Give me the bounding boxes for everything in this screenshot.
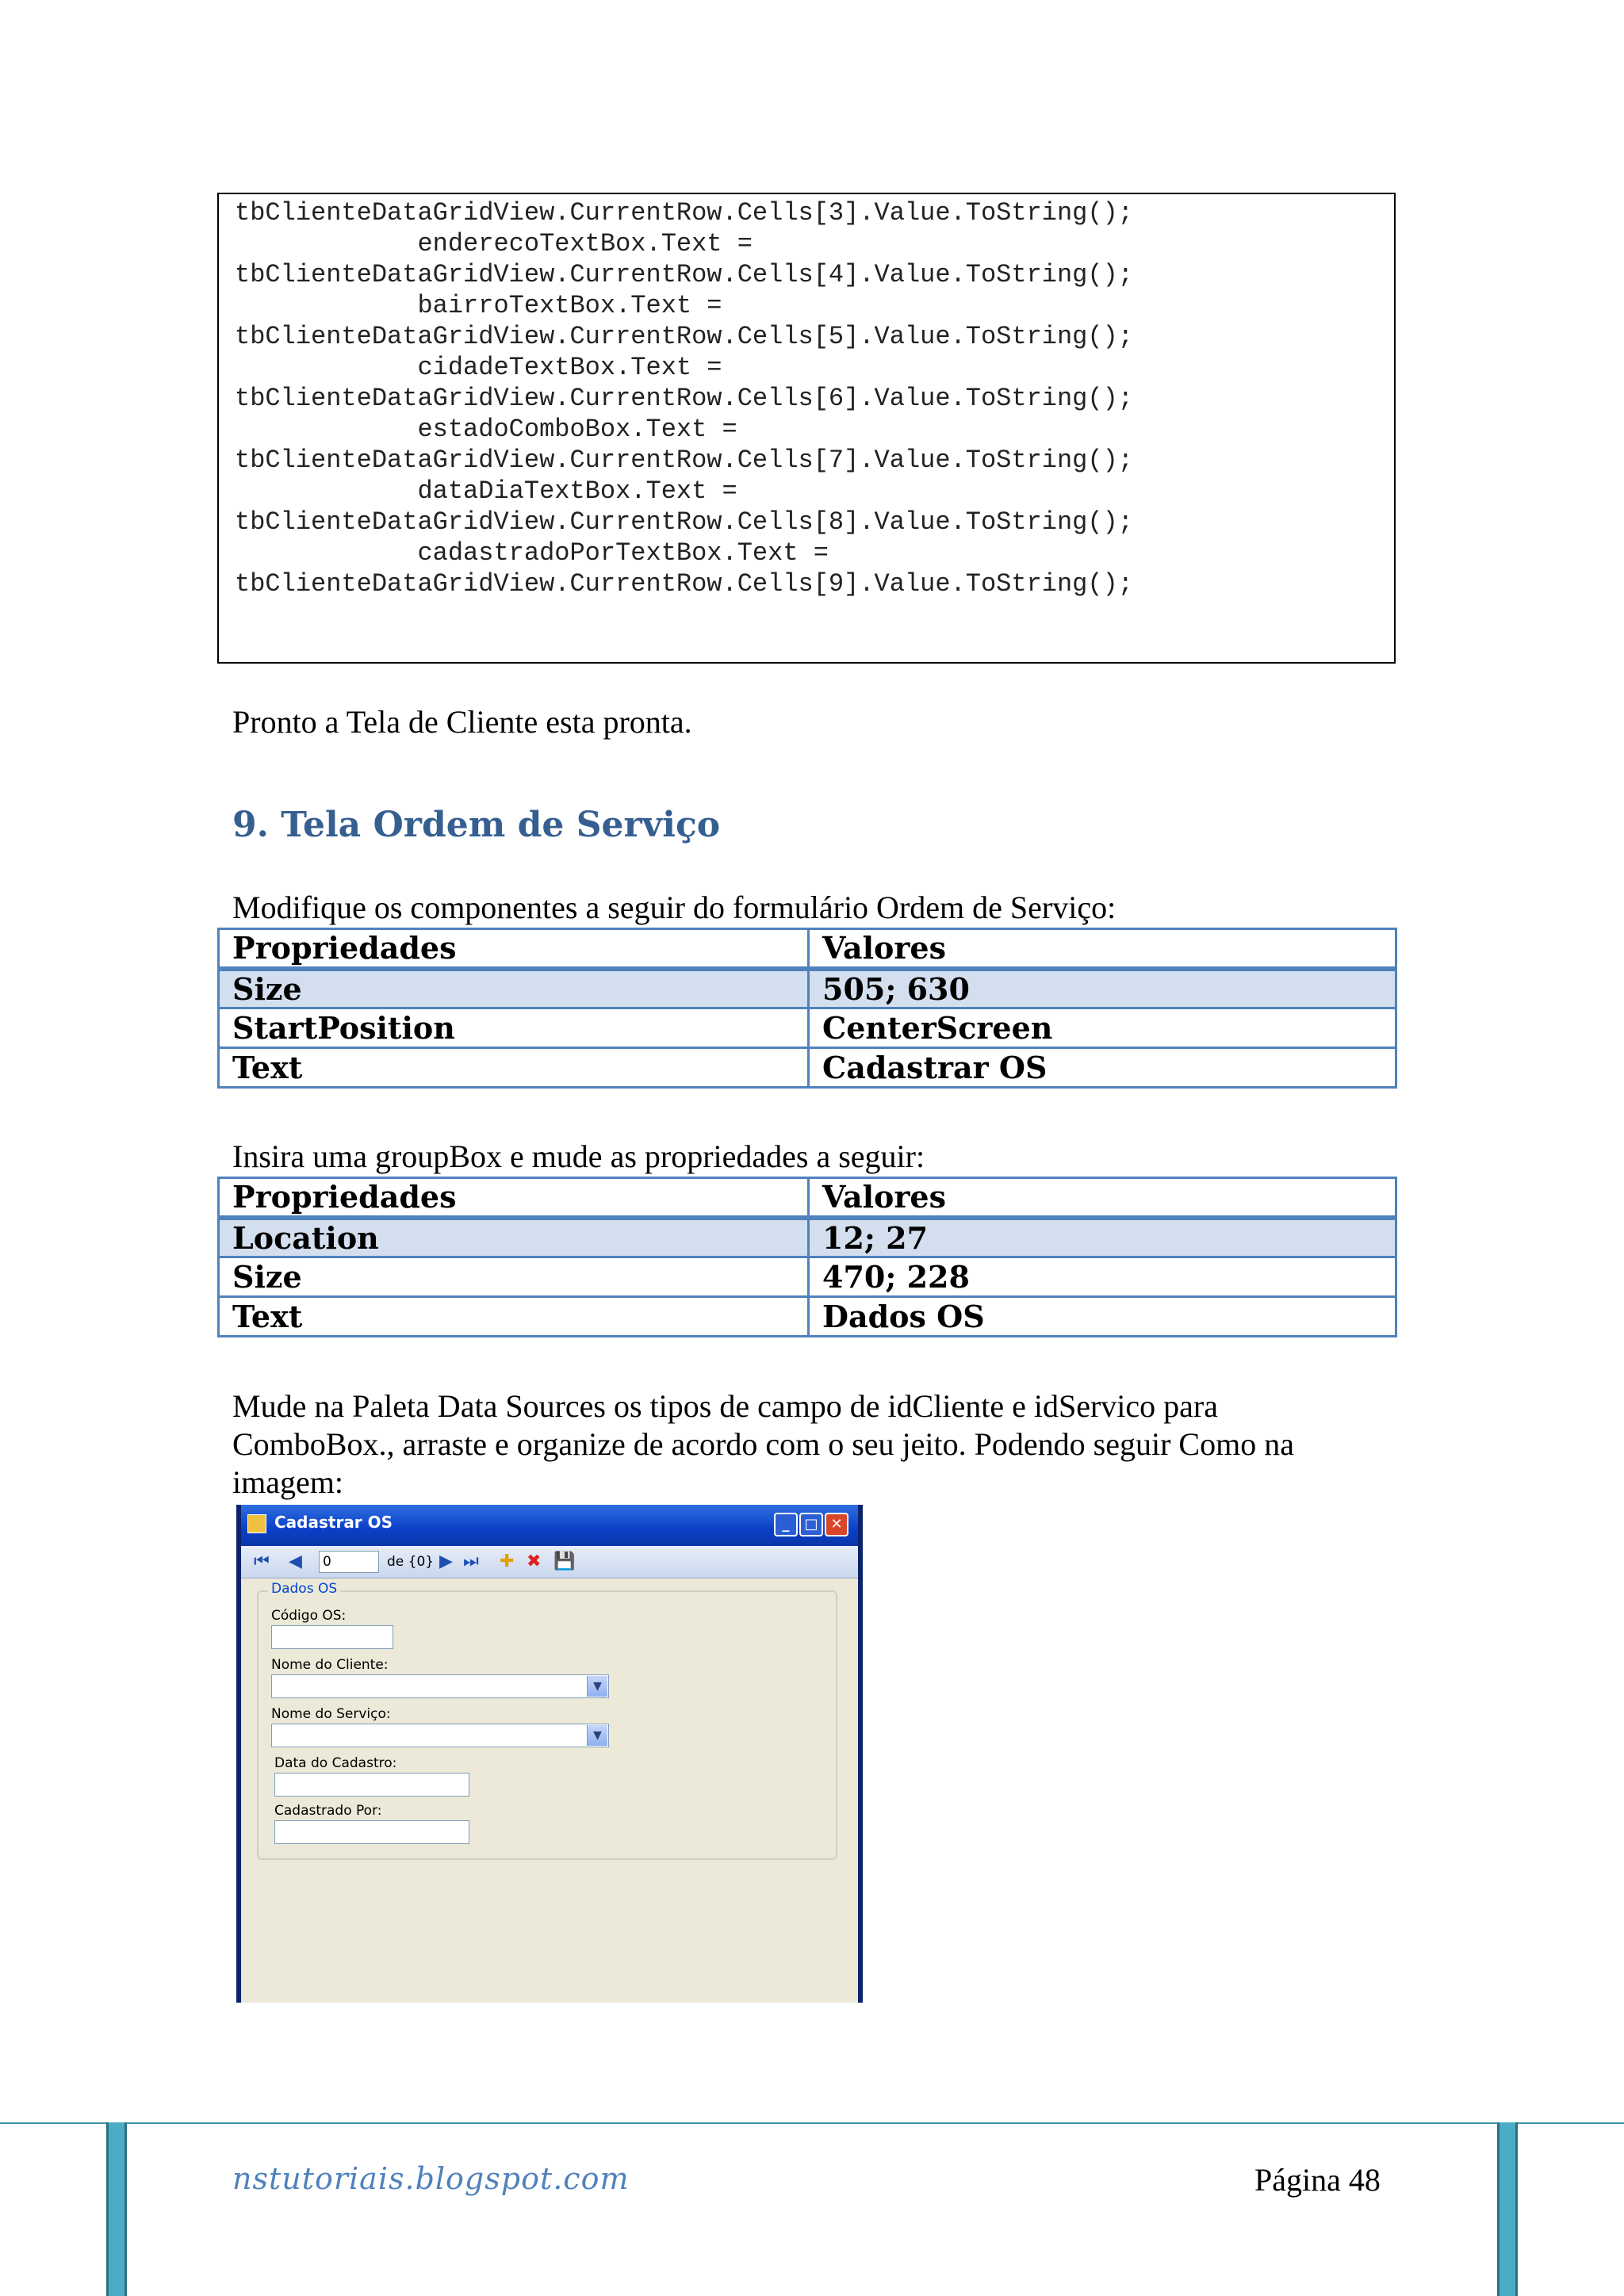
table-cell: 470; 228 (809, 1257, 1396, 1297)
minimize-icon[interactable]: _ (774, 1513, 798, 1536)
app-icon (247, 1514, 266, 1533)
chevron-down-icon[interactable]: ▼ (587, 1725, 607, 1746)
table-row (219, 1218, 1396, 1257)
section-heading: 9. Tela Ordem de Serviço (232, 805, 721, 845)
table-cell: Size (219, 1257, 809, 1297)
code-line: tbClienteDataGridView.CurrentRow.Cells[8].Value.ToString(); (235, 507, 1133, 537)
table-cell: StartPosition (219, 1008, 809, 1048)
footer-url: nstutoriais.blogspot.com (232, 2161, 630, 2196)
save-icon[interactable]: 💾 (553, 1552, 576, 1571)
code-line: tbClienteDataGridView.CurrentRow.Cells[3].Value.ToString(); (235, 198, 1133, 228)
footer-bar-right (1497, 2122, 1518, 2296)
groupbox-label: Dados OS (268, 1581, 340, 1597)
code-line: tbClienteDataGridView.CurrentRow.Cells[5].Value.ToString(); (235, 322, 1133, 351)
data-cadastro-field[interactable] (274, 1773, 469, 1797)
servico-label: Nome do Serviço: (271, 1706, 391, 1722)
codigo-label: Código OS: (271, 1608, 347, 1624)
data-label: Data do Cadastro: (274, 1755, 397, 1771)
servico-combobox[interactable] (271, 1724, 609, 1747)
code-line: dataDiaTextBox.Text = (235, 476, 737, 506)
code-line: estadoComboBox.Text = (235, 415, 737, 444)
footer-bar-left (106, 2122, 127, 2296)
move-first-icon[interactable]: ⏮ (254, 1552, 270, 1571)
move-last-icon[interactable]: ⏭ (463, 1552, 479, 1571)
window-titlebar (241, 1505, 858, 1546)
cliente-label: Nome do Cliente: (271, 1657, 389, 1673)
form-screenshot (236, 1505, 863, 2003)
footer-divider (0, 2122, 1624, 2124)
maximize-icon[interactable]: □ (799, 1513, 823, 1536)
intro-groupbox-paragraph: Insira uma groupBox e mude as propriedades a seguir: (232, 1138, 925, 1174)
cliente-combobox[interactable] (271, 1674, 609, 1698)
count-label: de {0} (387, 1554, 435, 1570)
binding-navigator (241, 1546, 858, 1578)
code-line: bairroTextBox.Text = (235, 291, 722, 320)
close-icon[interactable]: ✕ (825, 1513, 848, 1536)
chevron-down-icon[interactable]: ▼ (587, 1676, 607, 1697)
table-row (219, 1048, 1396, 1088)
table-cell: CenterScreen (809, 1008, 1396, 1048)
table-row (219, 1008, 1396, 1048)
codigo-os-field[interactable] (271, 1625, 393, 1649)
move-previous-icon[interactable]: ◀ (289, 1552, 302, 1571)
pronto-paragraph: Pronto a Tela de Cliente esta pronta. (232, 704, 692, 740)
datasources-paragraph-line: imagem: (232, 1464, 343, 1500)
code-line: tbClienteDataGridView.CurrentRow.Cells[7].Value.ToString(); (235, 446, 1133, 475)
table-row (219, 1297, 1396, 1337)
table-header-cell: Valores (809, 1178, 1396, 1218)
table-cell: 505; 630 (809, 969, 1396, 1008)
table-row (219, 1257, 1396, 1297)
code-line: cidadeTextBox.Text = (235, 353, 722, 382)
cadastrado-label: Cadastrado Por: (274, 1803, 382, 1819)
table-row (219, 969, 1396, 1008)
table-cell: 12; 27 (809, 1218, 1396, 1257)
datasources-paragraph-line: ComboBox., arraste e organize de acordo com o seu jeito. Podendo seguir Como na (232, 1426, 1294, 1462)
code-line: tbClienteDataGridView.CurrentRow.Cells[9].Value.ToString(); (235, 569, 1133, 599)
code-box (217, 193, 1396, 664)
page-number: Página 48 (1254, 2162, 1381, 2198)
table-header-cell: Propriedades (219, 1178, 809, 1218)
table-header-cell: Propriedades (219, 929, 809, 969)
table-header-cell: Valores (809, 929, 1396, 969)
add-new-icon[interactable]: ✚ (500, 1552, 515, 1571)
table-cell: Cadastrar OS (809, 1048, 1396, 1088)
groupbox-properties-table (217, 1177, 1397, 1337)
form-properties-table (217, 928, 1397, 1089)
code-line: enderecoTextBox.Text = (235, 229, 753, 258)
position-input[interactable]: 0 (319, 1551, 379, 1573)
table-cell: Location (219, 1218, 809, 1257)
code-line: tbClienteDataGridView.CurrentRow.Cells[6].Value.ToString(); (235, 384, 1133, 413)
cadastrado-por-field[interactable] (274, 1820, 469, 1844)
code-line: cadastradoPorTextBox.Text = (235, 538, 829, 568)
intro-form-paragraph: Modifique os componentes a seguir do formulário Ordem de Serviço: (232, 890, 1116, 925)
table-cell: Text (219, 1297, 809, 1337)
datasources-paragraph-line: Mude na Paleta Data Sources os tipos de campo de idCliente e idServico para (232, 1388, 1218, 1424)
table-cell: Dados OS (809, 1297, 1396, 1337)
table-header-row (219, 1178, 1396, 1218)
table-cell: Size (219, 969, 809, 1008)
window-title: Cadastrar OS (274, 1513, 393, 1532)
delete-icon[interactable]: ✖ (527, 1552, 542, 1571)
table-cell: Text (219, 1048, 809, 1088)
table-header-row (219, 929, 1396, 969)
code-line: tbClienteDataGridView.CurrentRow.Cells[4].Value.ToString(); (235, 260, 1133, 289)
move-next-icon[interactable]: ▶ (439, 1552, 453, 1571)
